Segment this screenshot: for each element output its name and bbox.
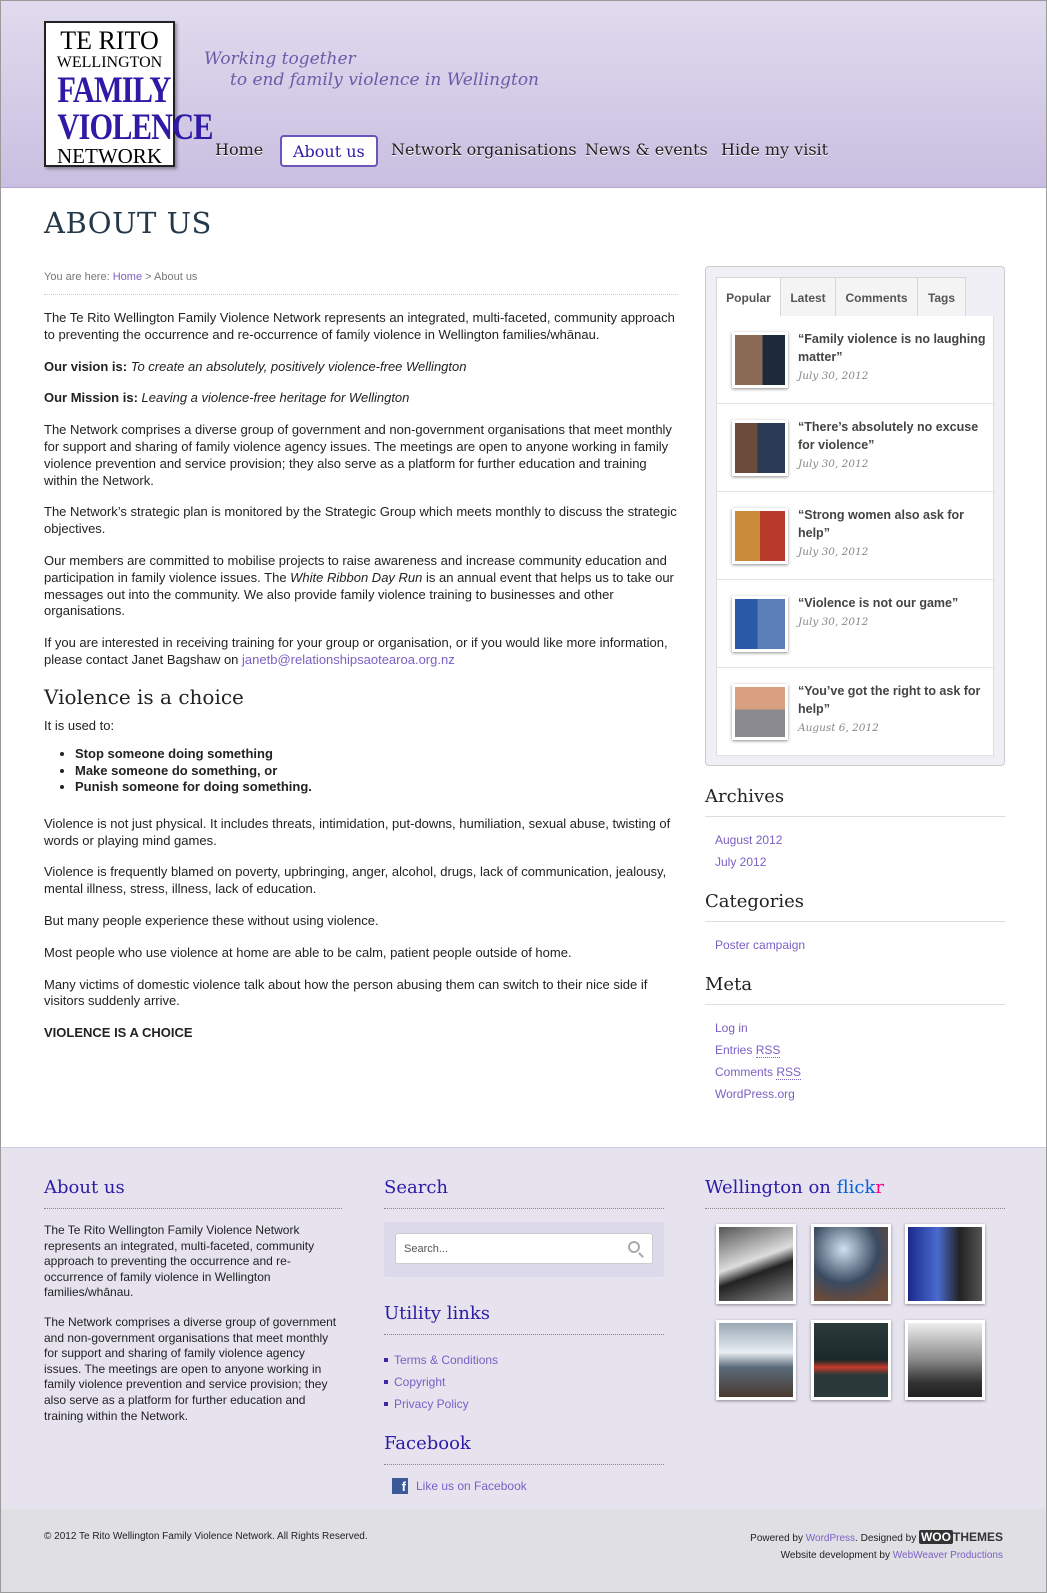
nav-about-us[interactable]: About us: [280, 135, 378, 167]
flickr-photo[interactable]: [811, 1224, 891, 1304]
rss-abbr: RSS: [755, 1043, 781, 1057]
flickr-photo[interactable]: [905, 1224, 985, 1304]
vision-statement: [44, 359, 678, 376]
meta-item: [715, 1061, 1005, 1083]
search-placeholder: Search...: [404, 1243, 449, 1255]
paragraph: The Te Rito Wellington Family Violence Network represents an integrated, multi-faceted, community approach to preventing the occurrence and re-occurrence of family violence in Wellington families/whānau.: [44, 310, 675, 342]
facebook-link[interactable]: Like us on Facebook: [416, 1479, 527, 1493]
post-thumbnail[interactable]: [732, 508, 788, 564]
popular-post[interactable]: [717, 404, 995, 492]
footer-middle: [384, 1177, 664, 1494]
paragraph-text: Our members are committed to mobilise projects to raise awareness and increase community education and participation in family violence issues. The: [44, 552, 667, 585]
popular-post[interactable]: [717, 668, 995, 756]
post-title[interactable]: “Violence is not our game”: [798, 596, 959, 610]
mission-text: Leaving a violence-free heritage for Wellington: [141, 390, 410, 406]
nav-home[interactable]: Home: [215, 140, 264, 159]
paragraph: Violence is not just physical. It includes threats, intimidation, put-downs, humiliation, sexual abuse, twisting of words or playing mind games.: [44, 815, 671, 848]
popular-post[interactable]: [717, 492, 995, 580]
utility-item: [384, 1371, 664, 1393]
footer-heading: Search: [384, 1177, 664, 1209]
tab-latest[interactable]: Latest: [780, 277, 836, 317]
vision-label: Our vision is:: [44, 358, 128, 374]
facebook-icon[interactable]: f: [392, 1478, 408, 1494]
mission-label: Our Mission is:: [44, 390, 138, 406]
search-input[interactable]: [395, 1233, 653, 1264]
flickr-brand: flick: [836, 1177, 876, 1198]
comments-rss-link[interactable]: [715, 1065, 801, 1080]
popular-posts-panel: [716, 316, 994, 756]
archive-link[interactable]: July 2012: [715, 855, 767, 869]
rss-abbr: RSS: [776, 1065, 802, 1079]
post-date: July 30, 2012: [798, 370, 869, 382]
flickr-photo[interactable]: [716, 1224, 796, 1304]
widget-title: Archives: [705, 786, 1005, 817]
widget-title: Meta: [705, 974, 1005, 1005]
logo-line: WELLINGTON: [56, 54, 163, 71]
meta-item: [715, 1083, 1005, 1105]
popular-post[interactable]: [717, 316, 995, 404]
comments-label: Comments: [715, 1065, 774, 1079]
widget-title: Categories: [705, 891, 1005, 922]
terms-link[interactable]: Terms & Conditions: [394, 1353, 499, 1367]
paragraph: [44, 553, 678, 620]
section-heading: Violence is a choice: [44, 684, 244, 709]
designed-by: . Designed by: [855, 1533, 917, 1544]
post-title[interactable]: “Family violence is no laughing matter”: [798, 332, 986, 364]
post-thumbnail[interactable]: [732, 684, 788, 740]
post-thumbnail[interactable]: [732, 332, 788, 388]
site-logo[interactable]: [44, 21, 213, 168]
flickr-photo[interactable]: [716, 1320, 796, 1400]
archive-link[interactable]: August 2012: [715, 833, 783, 847]
flickr-brand-r: r: [875, 1177, 884, 1198]
utility-links: [384, 1349, 664, 1415]
post-date: July 30, 2012: [798, 458, 869, 470]
flickr-title: Wellington on: [705, 1177, 831, 1198]
footer-heading: Facebook: [384, 1433, 664, 1465]
paragraph: Many victims of domestic violence talk about how the person abusing them can switch to their nice side if visitors suddenly arrive.: [44, 976, 648, 1009]
tab-tags[interactable]: Tags: [917, 277, 966, 317]
paragraph: Most people who use violence at home are able to be calm, patient people outside of home.: [44, 944, 572, 960]
paragraph: But many people experience these without using violence.: [44, 913, 379, 929]
breadcrumb-home-link[interactable]: Home: [112, 271, 143, 283]
footer-paragraph: The Te Rito Wellington Family Violence Network represents an integrated, multi-faceted, community approach to preventing the occurrence and re-occurrence of family violence in Wellington families/whānau.: [44, 1223, 315, 1300]
utility-item: [384, 1393, 664, 1415]
category-list: [705, 934, 1005, 956]
woothemes-logo[interactable]: [919, 1530, 1003, 1544]
closing-statement: VIOLENCE IS A CHOICE: [44, 1025, 193, 1041]
post-title[interactable]: “You’ve got the right to ask for help”: [798, 684, 981, 716]
categories-widget: [705, 891, 1005, 956]
facebook-like[interactable]: [384, 1478, 664, 1494]
post-title[interactable]: “There’s absolutely no excuse for violence”: [798, 420, 979, 452]
list-item: • Make someone do something, or: [75, 763, 678, 780]
nav-hide-my-visit[interactable]: Hide my visit: [721, 140, 829, 159]
list-item: • Stop someone doing something: [75, 746, 678, 763]
paragraph: The Network comprises a diverse group of government and non-government organisations that meet monthly for support and sharing of family violence agency issues. The meetings are open to anyone working in family violence prevention and service provision; they also serve as a platform for further education and training within the Network.: [44, 422, 672, 488]
post-title[interactable]: “Strong women also ask for help”: [798, 508, 965, 540]
dev-prefix: Website development by: [780, 1550, 890, 1561]
paragraph: Violence is frequently blamed on poverty, upbringing, anger, alcohol, drugs, lack of communication, jealousy, mental illness, stress, illness, lack of education.: [44, 864, 667, 897]
search-form: [384, 1222, 664, 1277]
powered-prefix: Powered by: [750, 1533, 803, 1544]
site-footer: [1, 1147, 1046, 1509]
post-date: August 6, 2012: [798, 722, 879, 734]
breadcrumb-current: About us: [154, 271, 198, 283]
wordpress-credit-link[interactable]: WordPress: [805, 1533, 856, 1544]
logo-line: TE RITO: [60, 26, 159, 55]
tabbed-widget: [705, 266, 1005, 766]
copyright-text: © 2012 Te Rito Wellington Family Violence Network. All Rights Reserved.: [44, 1531, 368, 1542]
footer-flickr: [705, 1177, 1005, 1404]
post-date: July 30, 2012: [798, 616, 869, 628]
footer-heading: Utility links: [384, 1303, 664, 1335]
paragraph: [44, 635, 678, 669]
page-title: ABOUT US: [44, 206, 212, 240]
search-icon[interactable]: [628, 1241, 640, 1253]
copyright-link[interactable]: Copyright: [394, 1375, 446, 1389]
logo-line: NETWORK: [57, 144, 162, 168]
post-thumbnail[interactable]: [732, 420, 788, 476]
entries-label: Entries: [715, 1043, 753, 1057]
email-link[interactable]: janetb@relationshipsaotearoa.org.nz: [242, 651, 455, 667]
credits: [750, 1529, 1003, 1564]
logo-line: FAMILY VIOLENCE: [57, 70, 213, 148]
login-link[interactable]: Log in: [715, 1021, 748, 1035]
privacy-link[interactable]: Privacy Policy: [394, 1397, 469, 1411]
site-header: [1, 1, 1046, 188]
tab-popular[interactable]: Popular: [716, 277, 781, 317]
tab-comments[interactable]: Comments: [835, 277, 918, 317]
breadcrumb-separator: >: [145, 271, 152, 283]
mission-statement: [44, 390, 678, 407]
webweaver-link[interactable]: WebWeaver Productions: [892, 1550, 1003, 1561]
tagline-line: Working together: [204, 49, 356, 69]
paragraph-text: is an annual event that helps us to take our messages out into the community. We also provide family violence training to businesses and other organisations.: [44, 569, 674, 619]
flickr-gallery: [705, 1224, 1005, 1404]
paragraph: The Network’s strategic plan is monitored by the Strategic Group which meets monthly to discuss the strategic objectives.: [44, 504, 677, 537]
dev-line: [750, 1547, 1003, 1564]
entries-rss-link[interactable]: [715, 1043, 780, 1058]
site-tagline: [204, 49, 539, 91]
category-item: [715, 934, 1005, 956]
footer-about: [44, 1177, 342, 1424]
paragraph: It is used to:: [44, 717, 115, 733]
meta-list: [705, 1017, 1005, 1105]
vision-text: To create an absolutely, positively violence-free Wellington: [130, 358, 467, 374]
utility-item: [384, 1349, 664, 1371]
breadcrumb: [44, 271, 678, 295]
bullet-list: [44, 746, 678, 796]
meta-widget: [705, 974, 1005, 1105]
woo-mark: WOO: [920, 1530, 951, 1544]
archive-list: [705, 829, 1005, 873]
bottom-bar: [1, 1509, 1046, 1592]
popular-post[interactable]: [717, 580, 995, 668]
meta-item: [715, 1017, 1005, 1039]
list-item: • Punish someone for doing something.: [75, 779, 678, 796]
main-content: [44, 206, 678, 1057]
archives-widget: [705, 786, 1005, 873]
flickr-photo[interactable]: [905, 1320, 985, 1400]
wordpress-link[interactable]: WordPress.org: [715, 1087, 795, 1101]
article-body: [44, 310, 678, 1042]
post-thumbnail[interactable]: [732, 596, 788, 652]
paragraph-text: If you are interested in receiving training for your group or organisation, or if you would like more information, please contact Janet Bagshaw on: [44, 635, 668, 667]
themes-mark: THEMES: [952, 1530, 1003, 1544]
footer-heading: [705, 1177, 1005, 1209]
archive-item: [715, 851, 1005, 873]
archive-item: [715, 829, 1005, 851]
footer-heading: About us: [44, 1177, 342, 1209]
footer-paragraph: The Network comprises a diverse group of government and non-government organisations that meet monthly for support and sharing of family violence agency issues. The meetings are open to anyone working in family violence prevention and service provision; they also serve as a platform for further education and training within the Network.: [44, 1314, 337, 1423]
category-link[interactable]: Poster campaign: [715, 938, 806, 952]
meta-item: [715, 1039, 1005, 1061]
post-date: July 30, 2012: [798, 546, 869, 558]
powered-line: [750, 1529, 1003, 1547]
nav-news-events[interactable]: News & events: [585, 140, 708, 159]
tagline-line: to end family violence in Wellington: [230, 70, 539, 90]
white-ribbon-emphasis: White Ribbon Day Run: [290, 569, 423, 585]
breadcrumb-prefix: You are here:: [44, 271, 110, 283]
flickr-photo[interactable]: [811, 1320, 891, 1400]
nav-network-organisations[interactable]: Network organisations: [391, 140, 577, 159]
